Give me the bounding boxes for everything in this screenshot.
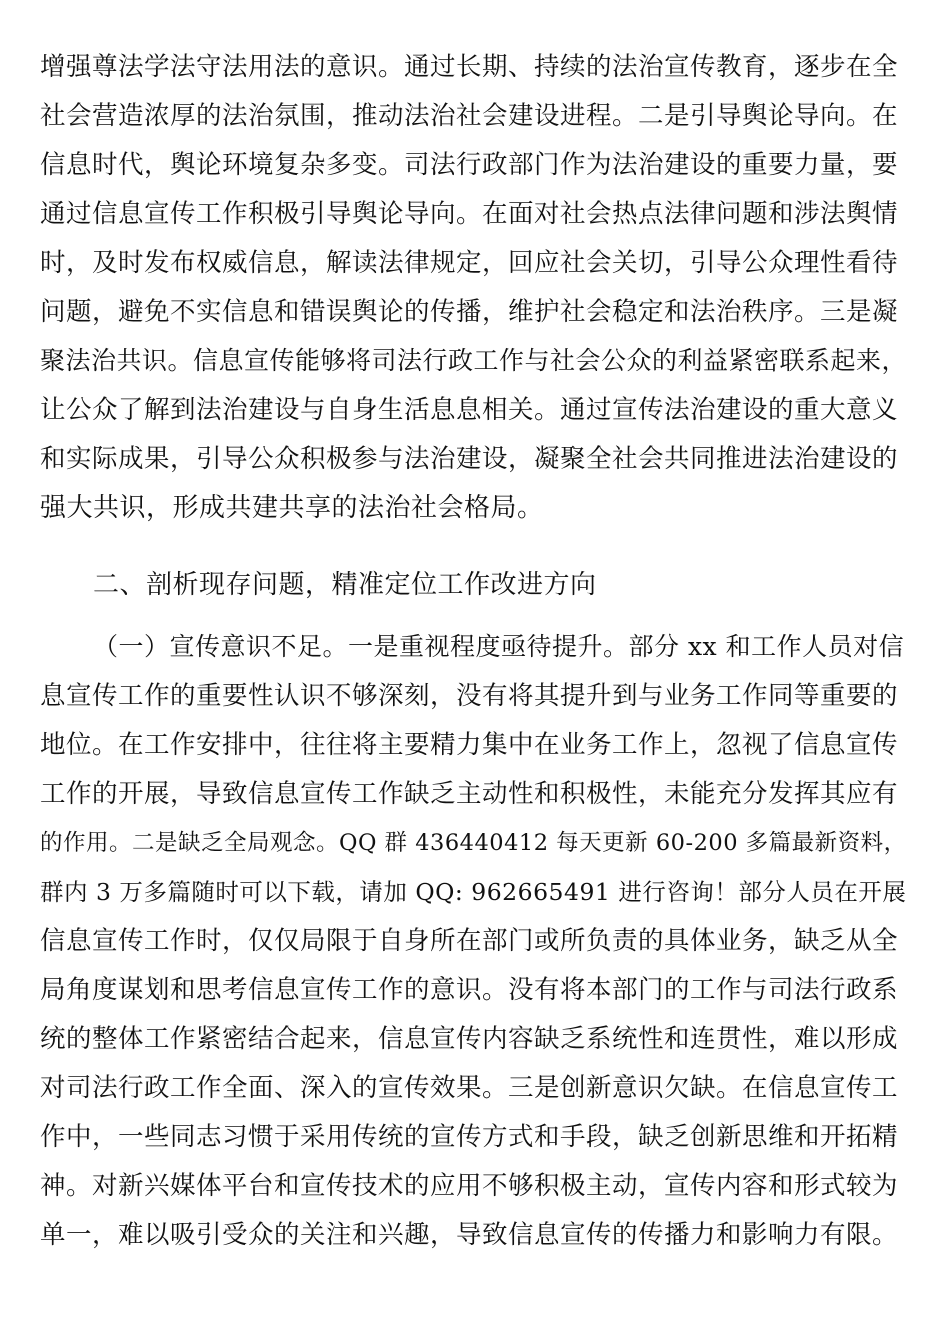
text-line: （一）宣传意识不足。一是重视程度亟待提升。部分 xx 和工作人员对信	[93, 632, 905, 661]
text-line: 让公众了解到法治建设与自身生活息息相关。通过宣传法治建设的重大意义	[40, 395, 899, 425]
text-line: 对司法行政工作全面、深入的宣传效果。三是创新意识欠缺。在信息宣传工	[40, 1073, 899, 1103]
text-line: 单一，难以吸引受众的关注和兴趣，导致信息宣传的传播力和影响力有限。	[40, 1220, 899, 1250]
text-line: 工作的开展，导致信息宣传工作缺乏主动性和积极性，未能充分发挥其应有	[40, 779, 899, 809]
text-line: 社会营造浓厚的法治氛围，推动法治社会建设进程。二是引导舆论导向。在	[40, 101, 899, 131]
text-line: 通过信息宣传工作积极引导舆论导向。在面对社会热点法律问题和涉法舆情	[40, 199, 899, 229]
text-line: 信息时代，舆论环境复杂多变。司法行政部门作为法治建设的重要力量，要	[40, 150, 899, 180]
text-line: 群内 3 万多篇随时可以下载，请加 QQ: 962665491 进行咨询！部分人员在开展	[40, 878, 907, 906]
text-line: 神。对新兴媒体平台和宣传技术的应用不够积极主动，宣传内容和形式较为	[40, 1171, 899, 1201]
text-line: 作中，一些同志习惯于采用传统的宣传方式和手段，缺乏创新思维和开拓精	[40, 1122, 899, 1152]
text-line: 局角度谋划和思考信息宣传工作的意识。没有将本部门的工作与司法行政系	[40, 975, 899, 1005]
text-line: 问题，避免不实信息和错误舆论的传播，维护社会稳定和法治秩序。三是凝	[40, 297, 899, 327]
text-line: 增强尊法学法守法用法的意识。通过长期、持续的法治宣传教育，逐步在全	[40, 52, 899, 82]
text-line: 统的整体工作紧密结合起来，信息宣传内容缺乏系统性和连贯性，难以形成	[40, 1024, 899, 1054]
text-line: 信息宣传工作时，仅仅局限于自身所在部门或所负责的具体业务，缺乏从全	[40, 926, 899, 956]
text-line: 和实际成果，引导公众积极参与法治建设，凝聚全社会共同推进法治建设的	[40, 444, 899, 474]
text-line: 地位。在工作安排中，往往将主要精力集中在业务工作上，忽视了信息宣传	[40, 730, 899, 760]
text-line: 聚法治共识。信息宣传能够将司法行政工作与社会公众的利益紧密联系起来，	[40, 346, 908, 375]
text-line: 息宣传工作的重要性认识不够深刻，没有将其提升到与业务工作同等重要的	[40, 681, 899, 711]
text-line: 的作用。二是缺乏全局观念。QQ 群 436440412 每天更新 60-200 多篇最新资料，	[40, 830, 907, 856]
text-line: 时，及时发布权威信息，解读法律规定，回应社会关切，引导公众理性看待	[40, 248, 899, 278]
section-heading: 二、剖析现存问题，精准定位工作改进方向	[93, 570, 597, 600]
text-line: 强大共识，形成共建共享的法治社会格局。	[40, 493, 544, 523]
